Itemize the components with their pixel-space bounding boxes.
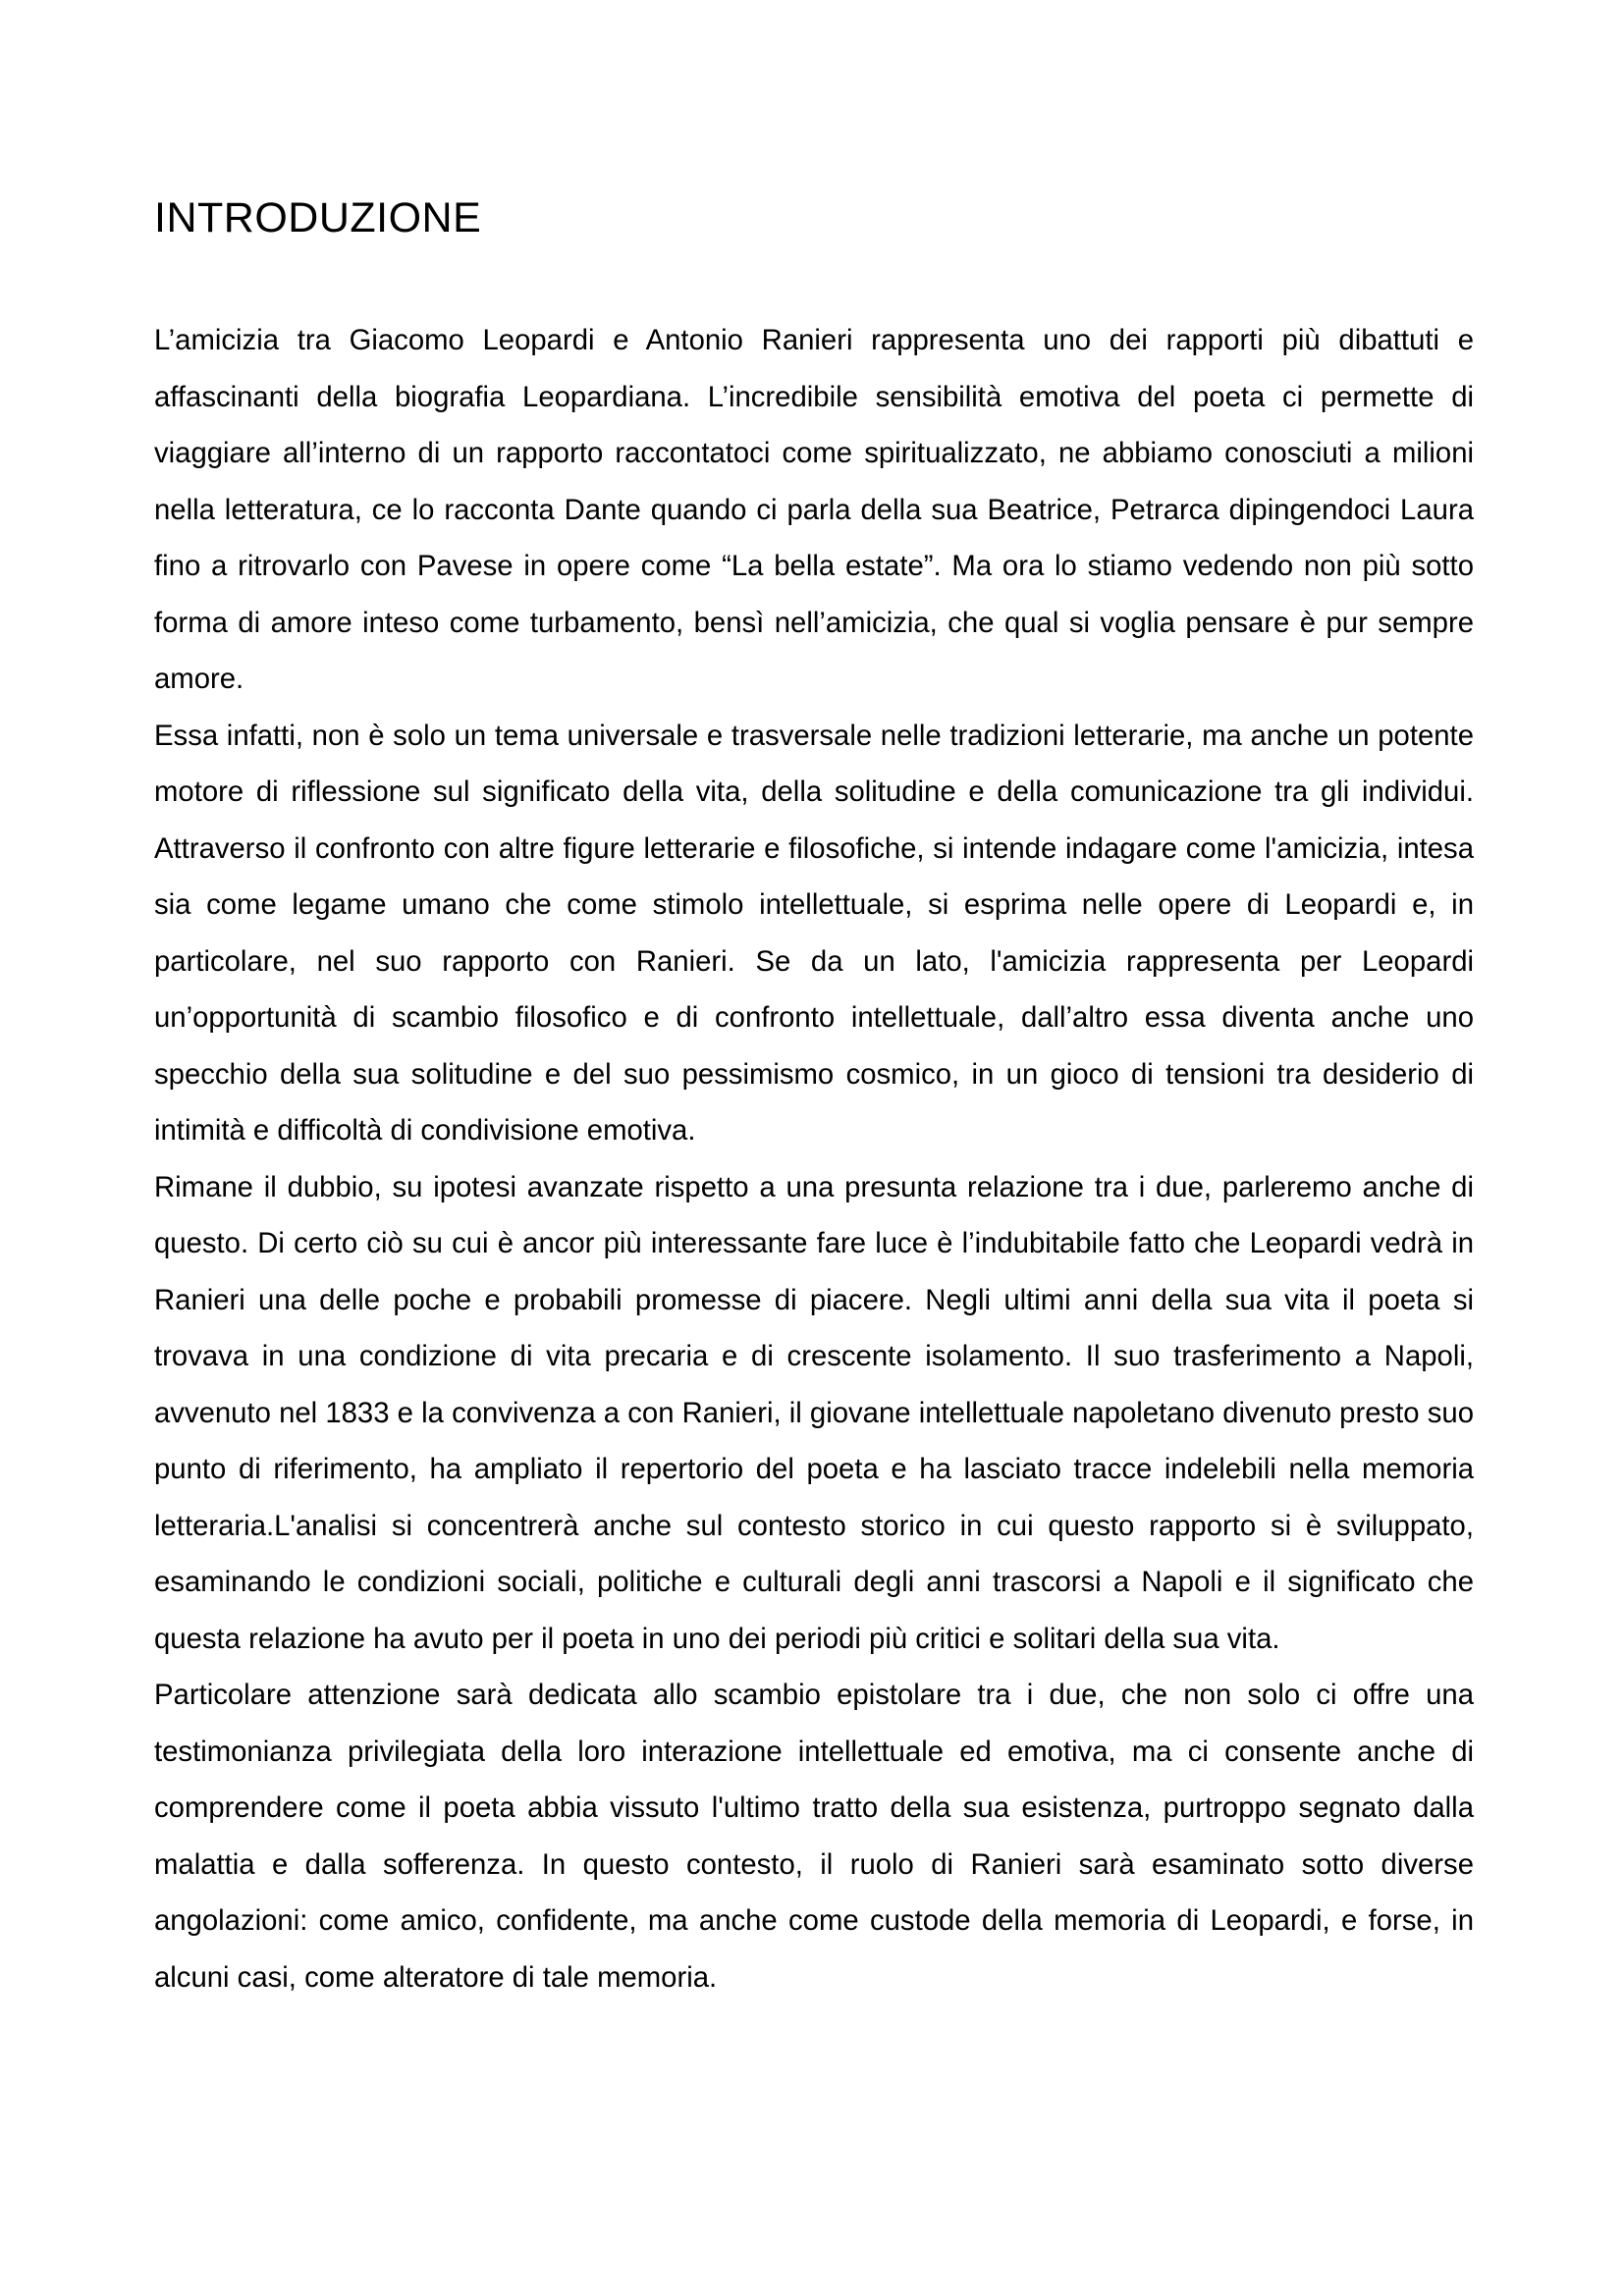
page-title: INTRODUZIONE [154,194,482,241]
body-text [154,312,1474,2005]
paragraph-3: Rimane il dubbio, su ipotesi avanzate rispetto a una presunta relazione tra i due, parleremo anche di questo. Di certo ciò su cui è ancor più interessante fare luce è l’indubitabile fatto che Leopardi vedrà in Ranieri una delle poche e probabili promesse di piacere. Negli ultimi anni della sua vita il poeta si trovava in una condizione di vita precaria e di crescente isolamento. Il suo trasferimento a Napoli, avvenuto nel 1833 e la convivenza a con Ranieri, il giovane intellettuale napoletano divenuto presto suo punto di riferimento, ha ampliato il repertorio del poeta e ha lasciato tracce indelebili nella memoria letteraria.L'analisi si concentrerà anche sul contesto storico in cui questo rapporto si è sviluppato, esaminando le condizioni sociali, politiche e culturali degli anni trascorsi a Napoli e il significato che questa relazione ha avuto per il poeta in uno dei periodi più critici e solitari della sua vita. [154,1170,1474,1655]
paragraph-4: Particolare attenzione sarà dedicata allo scambio epistolare tra i due, che non solo ci offre una testimonianza privilegiata della loro interazione intellettuale ed emotiva, ma ci consente anche di comprendere come il poeta abbia vissuto l'ultimo tratto della sua esistenza, purtroppo segnato dalla malattia e dalla sofferenza. In questo contesto, il ruolo di Ranieri sarà esaminato sotto diverse angolazioni: come amico, confidente, ma anche come custode della memoria di Leopardi, e forse, in alcuni casi, come alteratore di tale memoria. [154,1679,1474,1994]
paragraph-2: Essa infatti, non è solo un tema universale e trasversale nelle tradizioni letterarie, ma anche un potente motore di riflessione sul significato della vita, della solitudine e della comunicazione tra gli individui. Attraverso il confronto con altre figure letterarie e filosofiche, si intende indagare come l'amicizia, intesa sia come legame umano che come stimolo intellettuale, si esprima nelle opere di Leopardi e, in particolare, nel suo rapporto con Ranieri. Se da un lato, l'amicizia rappresenta per Leopardi un’opportunità di scambio filosofico e di confronto intellettuale, dall’altro essa diventa anche uno specchio della sua solitudine e del suo pessimismo cosmico, in un gioco di tensioni tra desiderio di intimità e difficoltà di condivisione emotiva. [154,719,1474,1147]
paragraph-1: L’amicizia tra Giacomo Leopardi e Antonio Ranieri rappresenta uno dei rapporti più dibattuti e affascinanti della biografia Leopardiana. L’incredibile sensibilità emotiva del poeta ci permette di viaggiare all’interno di un rapporto raccontatoci come spiritualizzato, ne abbiamo conosciuti a milioni nella letteratura, ce lo racconta Dante quando ci parla della sua Beatrice, Petrarca dipingendoci Laura fino a ritrovarlo con Pavese in opere come “La bella estate”. Ma ora lo stiamo vedendo non più sotto forma di amore inteso come turbamento, bensì nell’amicizia, che qual si voglia pensare è pur sempre amore. [154,324,1474,695]
